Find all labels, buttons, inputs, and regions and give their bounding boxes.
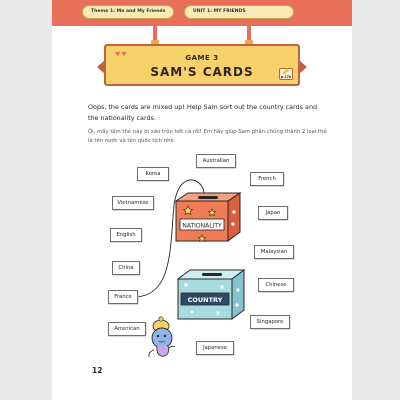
- game-title: SAM'S CARDS: [150, 65, 254, 79]
- word-card[interactable]: Malaysian: [254, 245, 294, 259]
- illustration: [52, 0, 352, 400]
- country-box: [178, 270, 244, 319]
- unit-label: UNIT 1: MY FRIENDS: [184, 5, 294, 19]
- word-card[interactable]: France: [108, 290, 138, 304]
- instruction-vietnamese: Ôi, mấy tấm thẻ này bị xáo trộn hết cả rồi! Em hãy giúp Sam phân chúng thành 2 loại thẻ là tên nước và tên quốc tịch nhé.: [88, 129, 327, 144]
- word-card[interactable]: Japanese: [196, 341, 234, 355]
- word-card[interactable]: French: [250, 172, 284, 186]
- word-card[interactable]: Australian: [196, 154, 236, 168]
- word-card[interactable]: Chinese: [258, 278, 294, 292]
- word-card[interactable]: Singapore: [250, 315, 290, 329]
- nationality-box-label: NATIONALITY: [182, 222, 222, 230]
- word-card[interactable]: Vietnamese: [112, 196, 154, 210]
- game-number: GAME 3: [185, 54, 219, 62]
- word-card[interactable]: Korea: [137, 167, 169, 181]
- badge-text: p.178: [280, 75, 292, 79]
- instruction-english: Oops, the cards are mixed up! Help Sam sort out the country cards and the nationality cards.: [88, 103, 318, 122]
- theme-label: Theme 1: Me and My Friends: [82, 5, 174, 19]
- word-card[interactable]: Japan: [258, 206, 288, 220]
- page-number: 12: [92, 366, 103, 375]
- word-card[interactable]: American: [108, 322, 146, 336]
- word-card[interactable]: English: [110, 228, 142, 242]
- key-icon: 🔑: [282, 69, 290, 75]
- word-card[interactable]: China: [112, 261, 140, 275]
- nationality-box: [176, 193, 240, 242]
- country-box-label: COUNTRY: [187, 296, 223, 304]
- sam-character: [149, 317, 175, 357]
- textbook-page: [52, 0, 352, 400]
- hearts-icon: ♥♥: [115, 51, 128, 58]
